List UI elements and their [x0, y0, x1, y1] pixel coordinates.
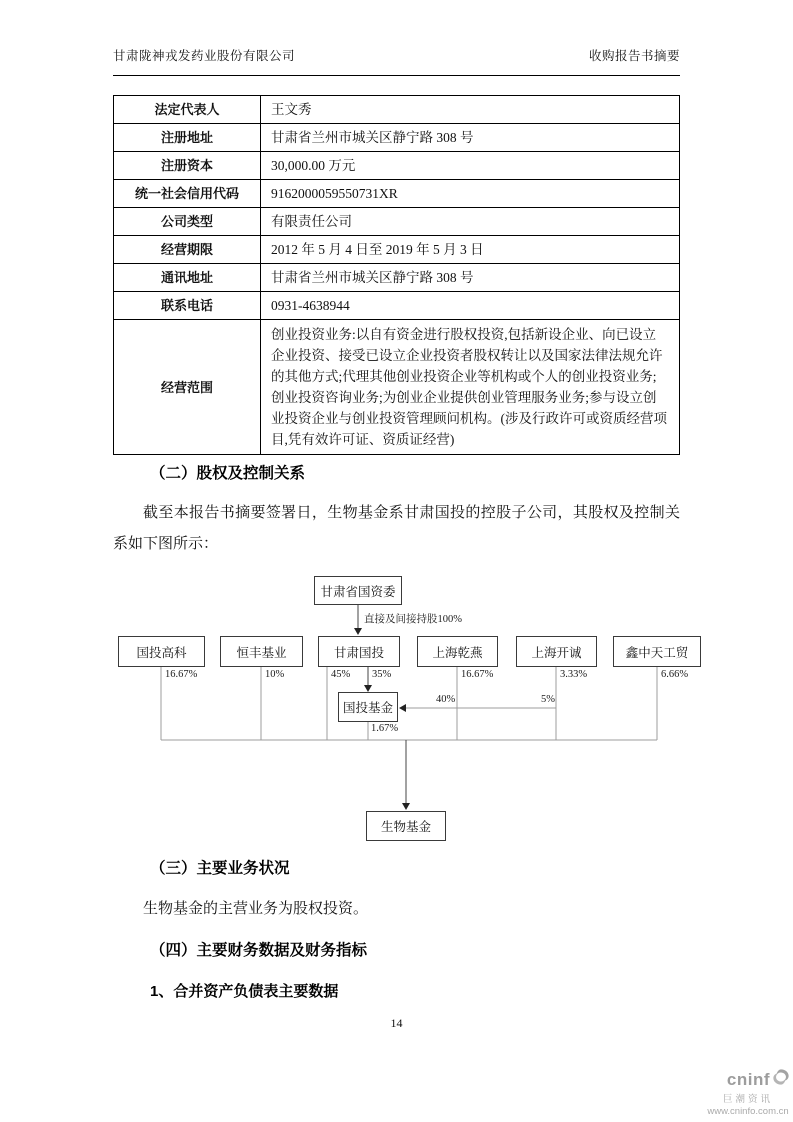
pct-label: 1.67% — [371, 723, 399, 734]
row-label: 经营期限 — [114, 236, 261, 264]
row-value: 0931-4638944 — [261, 292, 680, 320]
diagram-node-gansu-guotou: 甘肃国投 — [318, 636, 400, 667]
row-label: 公司类型 — [114, 208, 261, 236]
table-row — [114, 180, 680, 208]
pct-label: 45% — [331, 669, 351, 680]
diagram-node-shanghai-qianyan: 上海乾燕 — [417, 636, 498, 667]
table-row — [114, 124, 680, 152]
row-label: 通讯地址 — [114, 264, 261, 292]
section-heading-equity: （二）股权及控制关系 — [150, 465, 306, 482]
pct-label: 5% — [541, 694, 555, 705]
cninfo-brand-cn: 巨潮资讯 — [722, 1094, 773, 1105]
row-label: 经营范围 — [114, 320, 261, 455]
row-value: 2012 年 5 月 4 日至 2019 年 5 月 3 日 — [261, 236, 680, 264]
table-row — [114, 236, 680, 264]
diagram-node-gansu-sasac: 甘肃省国资委 — [314, 576, 402, 605]
cninfo-logo — [706, 1068, 790, 1117]
pct-label: 35% — [372, 669, 392, 680]
row-label: 联系电话 — [114, 292, 261, 320]
pct-label: 6.66% — [661, 669, 689, 680]
table-row — [114, 96, 680, 124]
row-label: 法定代表人 — [114, 96, 261, 124]
business-paragraph: 生物基金的主营业务为股权投资。 — [143, 901, 369, 917]
edge-label-direct-indirect-100: 直接及间接持股100% — [364, 614, 462, 625]
table-row — [114, 264, 680, 292]
pct-label: 16.67% — [461, 669, 494, 680]
row-label: 统一社会信用代码 — [114, 180, 261, 208]
row-label: 注册资本 — [114, 152, 261, 180]
row-value: 创业投资业务:以自有资金进行股权投资,包括新设企业、向已设立企业投资、接受已设立企业投资者股权转让以及国家法律法规允许的其他方式;代理其他创业投资企业等机构或个人的创业投资业务;创业投资咨询业务;为创业企业提供创业管理服务业务;参与设立创业投资企业与创业投资管理顾问机构。(涉及行政许可或资质经营项目,凭有效许可证、资质证经营) — [261, 320, 680, 455]
table-row — [114, 320, 680, 455]
pct-label: 3.33% — [560, 669, 588, 680]
company-info-table — [113, 95, 680, 455]
diagram-node-guotou-fund: 国投基金 — [338, 692, 398, 722]
subsection-heading-balance-sheet: 1、合并资产负债表主要数据 — [150, 983, 339, 1000]
header-company-name: 甘肃陇神戎发药业股份有限公司 — [113, 49, 296, 63]
table-row — [114, 152, 680, 180]
row-value: 甘肃省兰州市城关区静宁路 308 号 — [261, 124, 680, 152]
pct-label: 40% — [436, 694, 456, 705]
table-row — [114, 292, 680, 320]
row-value: 30,000.00 万元 — [261, 152, 680, 180]
table-row — [114, 208, 680, 236]
row-value: 9162000059550731XR — [261, 180, 680, 208]
equity-structure-diagram — [100, 568, 720, 853]
header-doc-title: 收购报告书摘要 — [588, 49, 680, 63]
diagram-node-shanghai-kaicheng: 上海开诚 — [516, 636, 597, 667]
page-header — [113, 46, 680, 76]
page-number: 14 — [390, 1016, 403, 1030]
row-value: 王文秀 — [261, 96, 680, 124]
diagram-node-bio-fund: 生物基金 — [366, 811, 446, 841]
diagram-node-xinzhongtian: 鑫中天工贸 — [613, 636, 701, 667]
row-label: 注册地址 — [114, 124, 261, 152]
cninfo-swirl-icon — [772, 1068, 790, 1091]
diagram-node-hengfeng-jiye: 恒丰基业 — [220, 636, 303, 667]
section-heading-business: （三）主要业务状况 — [150, 860, 290, 877]
pct-label: 10% — [265, 669, 285, 680]
row-value: 甘肃省兰州市城关区静宁路 308 号 — [261, 264, 680, 292]
cninfo-brand-text: cninf — [726, 1069, 770, 1089]
pct-label: 16.67% — [165, 669, 198, 680]
section-heading-financial: （四）主要财务数据及财务指标 — [150, 942, 368, 959]
cninfo-url: www.cninfo.com.cn — [707, 1106, 789, 1117]
equity-paragraph: 截至本报告书摘要签署日，生物基金系甘肃国投的控股子公司，其股权及控制关系如下图所示： — [113, 505, 680, 552]
row-value: 有限责任公司 — [261, 208, 680, 236]
diagram-node-guotou-gaoke: 国投高科 — [118, 636, 205, 667]
